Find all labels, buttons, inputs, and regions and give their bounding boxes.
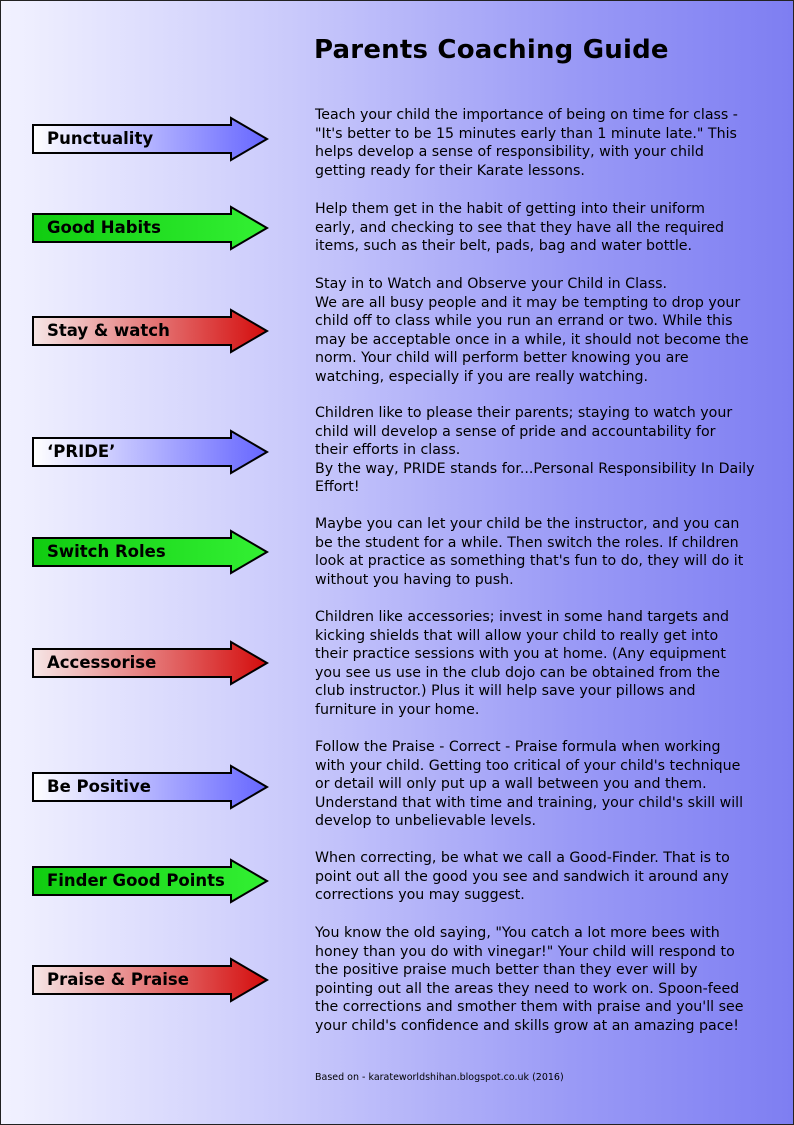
section-text: When correcting, be what we call a Good-Finder. That is to point out all the good you see and sandwich it around any corrections you may suggest.: [315, 850, 730, 904]
section-text: Follow the Praise - Correct - Praise formula when working with your child. Getting too critical of your child's technique or detail will only put up a wall between you and them. Understand that with time and training, your child's skill will develop to unbelievable levels.: [315, 739, 744, 830]
arrow-praise-praise: [31, 957, 269, 1003]
arrow-label: Switch Roles: [47, 542, 166, 561]
arrow-label: ‘PRIDE’: [47, 442, 116, 461]
section-text: You know the old saying, "You catch a lot more bees with honey than you do with vinegar!" Your child will respond to the positive praise much better than they ever will by pointing out all the areas they need to work on. Spoon-feed the corrections and smother them with praise and you'll see your child's confidence and skills grow at an amazing pace!: [315, 925, 744, 1034]
arrow-be-positive: [31, 764, 269, 810]
section-text: Stay in to Watch and Observe your Child in Class. We are all busy people and it may be tempting to drop your child off to class while you run an errand or two. While this may be acceptable once in a while, it should not become the norm. Your child will perform better knowing you are watching, especially if you are really watching.: [315, 276, 749, 385]
page-title: Parents Coaching Guide: [314, 35, 669, 65]
section-text: Children like to please their parents; staying to watch your child will develop a sense of pride and accountability for their efforts in class. By the way, PRIDE stands for...Personal Responsibility In Daily Effort!: [315, 405, 755, 496]
arrow-good-habits: [31, 205, 269, 251]
section-text: Teach your child the importance of being on time for class - "It's better to be 15 minutes early than 1 minute late." This helps develop a sense of responsibility, with your child getting ready for their Karate lessons.: [315, 107, 738, 179]
arrow-switch-roles: [31, 529, 269, 575]
section-text: Maybe you can let your child be the instructor, and you can be the student for a while. Then switch the roles. If children look at practice as something that's fun to do, they will do it without you having to push.: [315, 516, 744, 588]
arrow-pride: [31, 429, 269, 475]
source-footer: Based on - karateworldshihan.blogspot.co.uk (2016): [315, 1072, 564, 1083]
arrow-label: Be Positive: [47, 777, 151, 796]
arrow-label: Good Habits: [47, 218, 161, 237]
arrow-accessorise: [31, 640, 269, 686]
arrow-stay-watch: [31, 308, 269, 354]
arrow-finder-good-points: [31, 858, 269, 904]
arrow-label: Accessorise: [47, 653, 157, 672]
section-text: Children like accessories; invest in some hand targets and kicking shields that will allow your child to really get into their practice sessions with you at home. (Any equipment you see us use in the club dojo can be obtained from the club instructor.) Plus it will help save your pillows and furniture in your home.: [315, 609, 730, 718]
arrow-punctuality: [31, 116, 269, 162]
arrow-label: Finder Good Points: [47, 871, 225, 890]
arrow-label: Punctuality: [47, 129, 154, 148]
arrow-label: Praise & Praise: [47, 970, 189, 989]
section-text: Help them get in the habit of getting into their uniform early, and checking to see that they have all the required items, such as their belt, pads, bag and water bottle.: [315, 201, 725, 255]
arrow-label: Stay & watch: [47, 321, 170, 340]
